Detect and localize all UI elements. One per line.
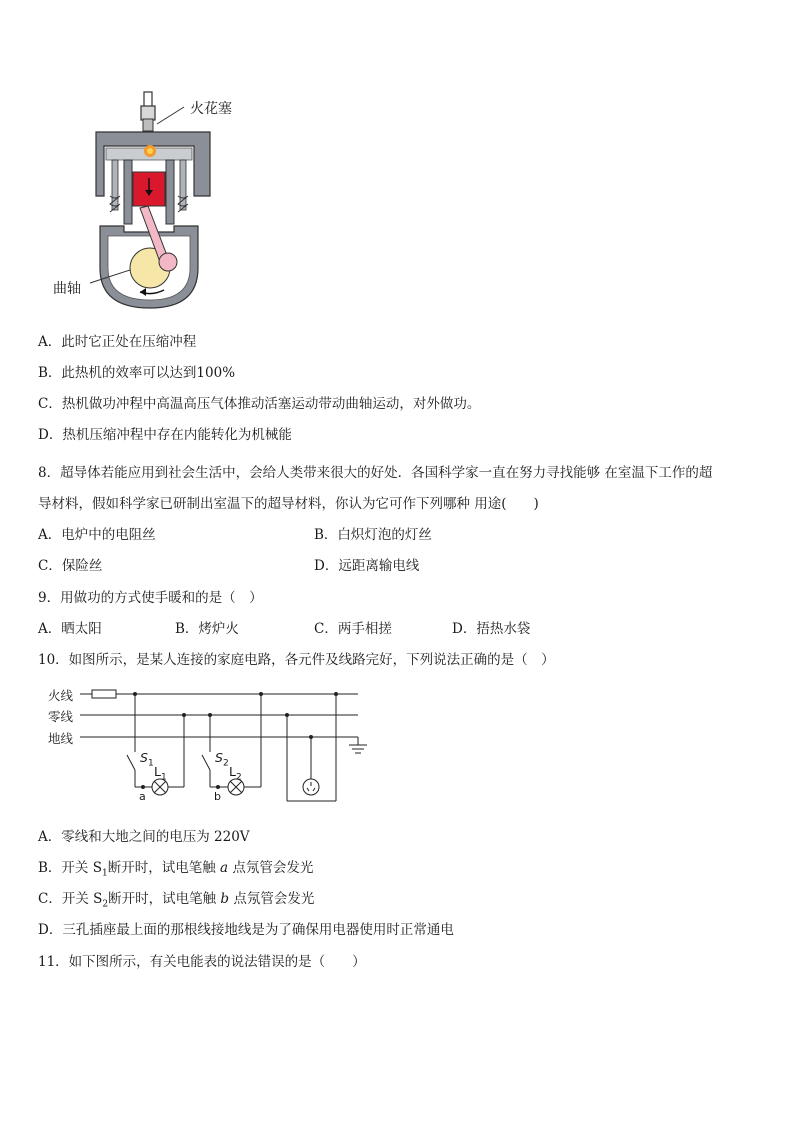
q9-option-d: D．捂热水袋 — [452, 621, 531, 637]
q7-option-d: D．热机压缩冲程中存在内能转化为机械能 — [38, 427, 292, 443]
point-b-label: b — [214, 790, 221, 803]
s2-label: $S_2$ — [215, 750, 229, 769]
crankshaft-label: 曲轴 — [53, 281, 81, 297]
q10-option-a: A．零线和大地之间的电压为 220V — [38, 829, 250, 845]
q8-option-c: C．保险丝 — [38, 558, 103, 574]
point-a-label: a — [139, 790, 146, 803]
q9-stem: 9．用做功的方式使手暖和的是（ ） — [38, 590, 263, 606]
q10-option-c: C．开关 $S_2$断开时，试电笔触 b 点氖管会发光 — [38, 891, 315, 910]
q11-stem: 11．如下图所示，有关电能表的说法错误的是（ ） — [38, 954, 366, 970]
l1-label: $L_1$ — [154, 764, 167, 783]
q9-option-c: C．两手相搓 — [314, 621, 392, 637]
q8-stem-line2: 导材料，假如科学家已研制出室温下的超导材料，你认为它可作下列哪种 用途( ) — [38, 496, 539, 512]
spark-plug-label: 火花塞 — [190, 101, 232, 117]
q9-option-a: A．晒太阳 — [38, 621, 102, 637]
q8-option-d: D．远距离输电线 — [314, 558, 420, 574]
l2-label: $L_2$ — [229, 764, 242, 783]
q7-option-c: C．热机做功冲程中高温高压气体推动活塞运动带动曲轴运动，对外做功。 — [38, 396, 481, 412]
q10-stem: 10．如图所示，是某人连接的家庭电路，各元件及线路完好，下列说法正确的是（ ） — [38, 652, 555, 668]
point-a-dot — [141, 785, 145, 789]
point-b-dot — [216, 785, 220, 789]
q10-option-b: B．开关 $S_1$断开时，试电笔触 a 点氖管会发光 — [38, 860, 314, 879]
neutral-wire-label: 零线 — [48, 709, 74, 724]
switch-s1 — [127, 755, 135, 770]
q7-option-a: A．此时它正处在压缩冲程 — [38, 334, 197, 350]
q8-option-a: A．电炉中的电阻丝 — [38, 527, 156, 543]
q7-option-b: B．此热机的效率可以达到100% — [38, 365, 236, 381]
q8-stem-line1: 8．超导体若能应用到社会生活中，会给人类带来很大的好处．各国科学家一直在努力寻找能够 在室温下工作的超 — [38, 465, 713, 481]
switch-s2 — [202, 755, 210, 770]
s1-label: $S_1$ — [140, 750, 154, 769]
ground-wire-label: 地线 — [48, 731, 74, 746]
live-wire-label: 火线 — [48, 688, 74, 703]
q9-option-b: B．烤炉火 — [175, 621, 239, 637]
socket-icon — [303, 779, 319, 795]
q10-option-d: D．三孔插座最上面的那根线接地线是为了确保用电器使用时正常通电 — [38, 922, 454, 938]
ground-icon — [349, 737, 367, 753]
q8-option-b: B．白炽灯泡的灯丝 — [314, 527, 432, 543]
fuse — [92, 690, 116, 698]
